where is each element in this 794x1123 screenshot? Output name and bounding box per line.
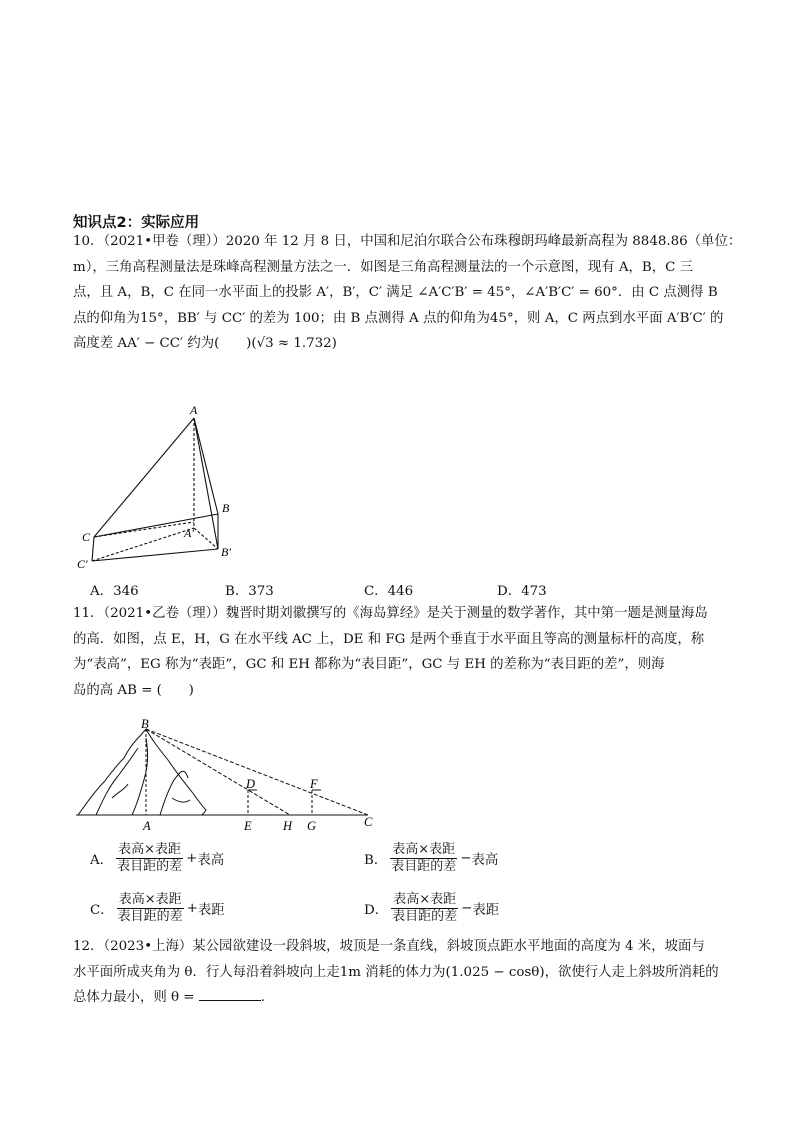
q10-option-c[interactable]: C．446 [364, 584, 414, 599]
q10-option-d[interactable]: D．473 [497, 584, 547, 599]
q10-line-1: 10．（2021•甲卷（理））2020 年 12 月 8 日，中国和尼泊尔联合公布珠穆朗玛峰最新高程为 8848.86（单位： [73, 234, 742, 249]
label-A: A [190, 403, 198, 417]
island-ridge-3 [160, 771, 188, 815]
label-B: B [222, 501, 230, 515]
q11-figure [72, 718, 392, 836]
q10-line-5: 高度差 AA′ − CC′ 约为( )(√3 ≈ 1.732) [73, 336, 337, 351]
label-E: E [244, 819, 252, 833]
fraction: $\frac{\text{表高×表距}}{\text{表目距的差}}$ [391, 842, 457, 874]
label-B: B [141, 718, 149, 731]
edge-C1B1 [92, 549, 218, 561]
label-A-prime: A′ [184, 526, 194, 540]
label-B-prime: B′ [221, 545, 231, 559]
answer-blank[interactable] [199, 988, 261, 1001]
q10-line-3: 点，且 A，B，C 在同一水平面上的投影 A′，B′，C′ 满足 ∠A′C′B′ = 45°，∠A′B′C′ = 60°．由 C 点测得 B [73, 285, 718, 300]
q10-line-4: 点的仰角为15°，BB′ 与 CC′ 的差为 100；由 B 点测得 A 点的仰角为45°，则 A，C 两点到水平面 A′B′C′ 的 [73, 310, 724, 326]
edge-AB [194, 418, 218, 514]
island-ridge-5 [172, 798, 190, 802]
edge-CC1 [92, 537, 94, 561]
fraction: $\frac{\text{表高×表距}}{\text{表目距的差}}$ [392, 892, 458, 924]
q11-line-2: 的高．如图，点 E，H，G 在水平线 AC 上，DE 和 FG 是两个垂直于水平面且等高的测量标杆的高度，称 [73, 631, 705, 647]
edge-AC [94, 418, 194, 537]
question-11-text [73, 601, 723, 703]
island-ridge-4 [112, 784, 128, 798]
label-F: F [310, 777, 318, 791]
q11-option-a[interactable]: A． $\frac{\text{表高×表距}}{\text{表目距的差}}$ + 表高 [90, 842, 225, 874]
edge-C-horizontal [94, 522, 194, 537]
q11-line-1: 11．（2021•乙卷（理））魏晋时期刘徽撰写的《海岛算经》是关于测量的数学著作，其中第一题是测量海岛 [73, 606, 708, 621]
fraction: $\frac{\text{表高×表距}}{\text{表目距的差}}$ [117, 842, 183, 874]
q11-line-3: 为“表高”，EG 称为“表距”，GC 和 EH 都称为“表目距”，GC 与 EH 的差称为“表目距的差”，则海 [73, 657, 665, 672]
island-ridge-2 [132, 738, 148, 815]
question-10-text [73, 229, 742, 357]
q12-line-2: 水平面所成夹角为 θ．行人每沿着斜坡向上走1m 消耗的体力为(1.025 − cosθ)，欲使行人走上斜坡所消耗的 [73, 964, 719, 980]
sight-line-BH [146, 729, 290, 815]
sight-line-BC [146, 729, 368, 815]
q12-line-1: 12．（2023•上海）某公园欲建设一段斜坡，坡顶是一条直线，斜坡顶点距水平地面的高度为 4 米，坡面与 [73, 939, 705, 954]
q11-option-c[interactable]: C． $\frac{\text{表高×表距}}{\text{表目距的差}}$ + 表距 [90, 892, 225, 924]
q12-line-3: 总体力最小，则 θ = ． [73, 990, 275, 1005]
label-C: C [364, 815, 373, 829]
edge-CB [94, 514, 218, 537]
island-ridge-1 [96, 748, 138, 815]
label-G: G [307, 819, 317, 833]
island-outline [78, 729, 206, 815]
q11-option-b[interactable]: B． $\frac{\text{表高×表距}}{\text{表目距的差}}$ − 表高 [364, 842, 499, 874]
edge-AB1 [194, 418, 218, 549]
label-C-prime: C′ [77, 557, 88, 571]
q11-line-4: 岛的高 AB = ( ) [73, 682, 194, 698]
q10-option-b[interactable]: B．373 [225, 584, 274, 599]
q10-figure [70, 400, 250, 575]
question-12-text [73, 934, 723, 1011]
label-D: D [246, 777, 256, 791]
q10-option-a[interactable]: A．346 [90, 584, 139, 599]
fraction: $\frac{\text{表高×表距}}{\text{表目距的差}}$ [117, 892, 183, 924]
section-title: 知识点2：实际应用 [73, 215, 200, 231]
q11-option-d[interactable]: D． $\frac{\text{表高×表距}}{\text{表目距的差}}$ − 表距 [364, 892, 500, 924]
label-H: H [283, 819, 293, 833]
label-C: C [82, 530, 91, 544]
label-A: A [143, 819, 151, 833]
q10-line-2: m），三角高程测量法是珠峰高程测量方法之一．如图是三角高程测量法的一个示意图，现有 A，B，C 三 [73, 259, 694, 275]
